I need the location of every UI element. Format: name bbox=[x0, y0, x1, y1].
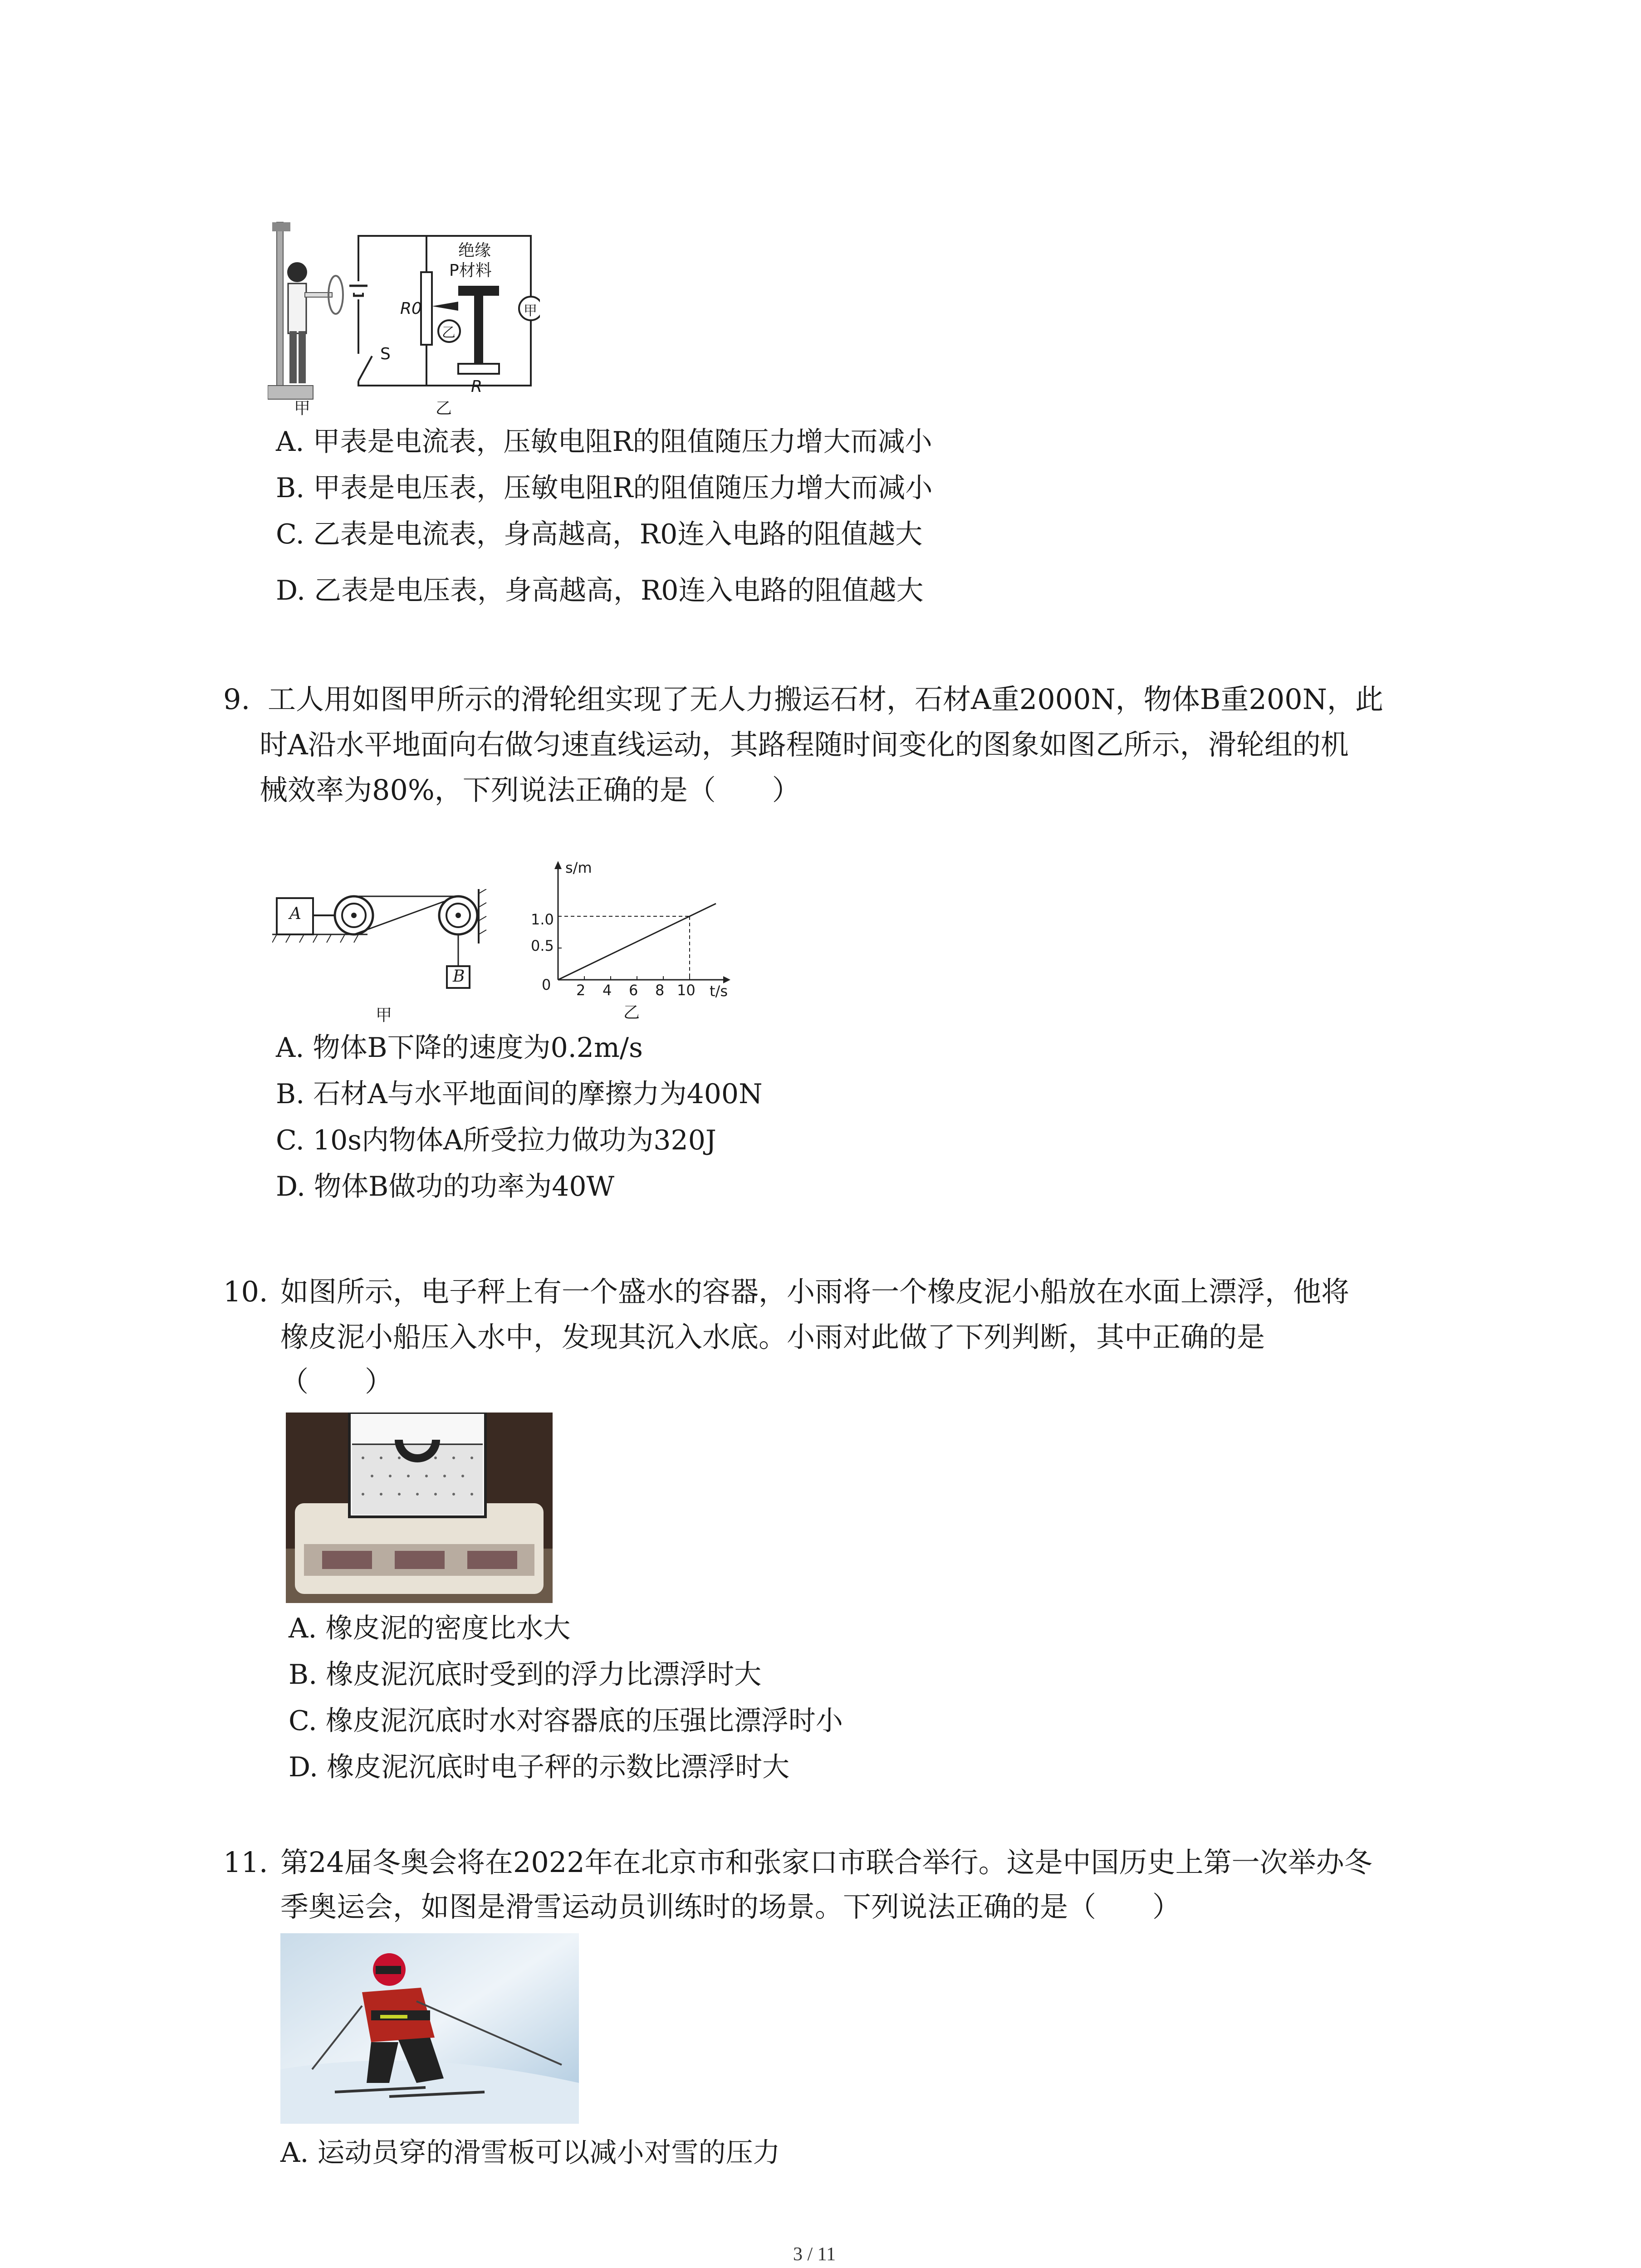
q9-option-a: A. 物体B下降的速度为0.2m/s bbox=[276, 1032, 643, 1064]
y-tick-label-0: 0.5 bbox=[531, 937, 554, 954]
y-tick-label-1: 1.0 bbox=[531, 911, 554, 928]
q10-stem-line-2: 橡皮泥小船压入水中，发现其沉入水底。小雨对此做了下列判断，其中正确的是 bbox=[280, 1320, 1265, 1354]
q9-option-d: D. 物体B做功的功率为40W bbox=[276, 1171, 615, 1202]
q9-block-b-label: B bbox=[453, 967, 465, 986]
q8-option-b: B. 甲表是电压表，压敏电阻R的阻值随压力增大而减小 bbox=[276, 472, 933, 504]
q9-stem-line-3: 械效率为80%，下列说法正确的是（ ） bbox=[260, 773, 800, 807]
q8-r-label: R bbox=[471, 377, 483, 396]
q8-label-yi: 乙 bbox=[436, 399, 452, 418]
y-axis-label: s/m bbox=[565, 859, 592, 876]
q10-stem-line-3: （ ） bbox=[280, 1365, 393, 1398]
x-tick-label-2: 6 bbox=[629, 982, 638, 999]
q11-skier-illustration bbox=[280, 1933, 579, 2124]
q11-number: 11. bbox=[223, 1846, 268, 1879]
y-axis-arrow bbox=[554, 861, 562, 869]
q8-insulation-label: 绝缘 bbox=[458, 241, 491, 260]
q8-option-d: D. 乙表是电压表，身高越高，R0连入电路的阻值越大 bbox=[276, 575, 924, 606]
q8-figure bbox=[268, 218, 540, 417]
q10-scale-illustration bbox=[286, 1413, 553, 1603]
q11-stem-line-1: 第24届冬奥会将在2022年在北京市和张家口市联合举行。这是中国历史上第一次举办冬 bbox=[280, 1846, 1372, 1879]
q9-st-chart bbox=[522, 857, 749, 1030]
q10-number: 10. bbox=[223, 1275, 268, 1308]
q8-option-c: C. 乙表是电流表，身高越高，R0连入电路的阻值越大 bbox=[276, 518, 923, 550]
x-tick-label-1: 4 bbox=[603, 982, 612, 999]
q9-stem-line-2: 时A沿水平地面向右做匀速直线运动，其路程随时间变化的图象如图乙所示，滑轮组的机 bbox=[260, 728, 1349, 761]
q10-scale-photo bbox=[286, 1413, 553, 1603]
q9-option-c: C. 10s内物体A所受拉力做功为320J bbox=[276, 1124, 716, 1156]
q8-r0-label: R0 bbox=[400, 299, 422, 318]
q8-option-a: A. 甲表是电流表，压敏电阻R的阻值随压力增大而减小 bbox=[276, 426, 932, 458]
origin-label: 0 bbox=[542, 976, 551, 993]
q8-switch-label: S bbox=[380, 345, 391, 363]
q8-label-jia: 甲 bbox=[294, 399, 311, 418]
q9-label-jia: 甲 bbox=[376, 1006, 392, 1025]
q8-p-material-label: P材料 bbox=[449, 261, 492, 280]
q8-meter-yi-label: 乙 bbox=[442, 325, 456, 341]
page-number: 3 / 11 bbox=[793, 2244, 836, 2265]
x-axis-label: t/s bbox=[710, 982, 728, 1000]
q10-option-c: C. 橡皮泥沉底时水对容器底的压强比漂浮时小 bbox=[289, 1705, 843, 1737]
q9-stem-line-1: 工人用如图甲所示的滑轮组实现了无人力搬运石材，石材A重2000N，物体B重200N，此 bbox=[268, 683, 1383, 716]
q8-meter-jia-label: 甲 bbox=[524, 303, 537, 319]
q10-option-a: A. 橡皮泥的密度比水大 bbox=[289, 1613, 571, 1644]
q9-option-b: B. 石材A与水平地面间的摩擦力为400N bbox=[276, 1078, 763, 1110]
q10-option-d: D. 橡皮泥沉底时电子秤的示数比漂浮时大 bbox=[289, 1751, 790, 1783]
q11-option-a: A. 运动员穿的滑雪板可以减小对雪的压力 bbox=[280, 2137, 780, 2169]
series-line-s-t bbox=[558, 904, 716, 980]
x-tick-label-0: 2 bbox=[576, 982, 586, 999]
q9-number: 9. bbox=[223, 683, 250, 716]
q11-skier-photo bbox=[280, 1933, 579, 2124]
q9-label-yi: 乙 bbox=[623, 1003, 640, 1022]
q10-option-b: B. 橡皮泥沉底时受到的浮力比漂浮时大 bbox=[289, 1659, 762, 1691]
q9-block-a-label: A bbox=[289, 904, 301, 923]
x-tick-label-4: 10 bbox=[677, 982, 696, 999]
q10-stem-line-1: 如图所示，电子秤上有一个盛水的容器，小雨将一个橡皮泥小船放在水面上漂浮，他将 bbox=[280, 1275, 1350, 1308]
x-tick-label-3: 8 bbox=[655, 982, 665, 999]
q9-pulley-figure bbox=[272, 889, 499, 1025]
q11-stem-line-2: 季奥运会，如图是滑雪运动员训练时的场景。下列说法正确的是（ ） bbox=[280, 1890, 1181, 1923]
